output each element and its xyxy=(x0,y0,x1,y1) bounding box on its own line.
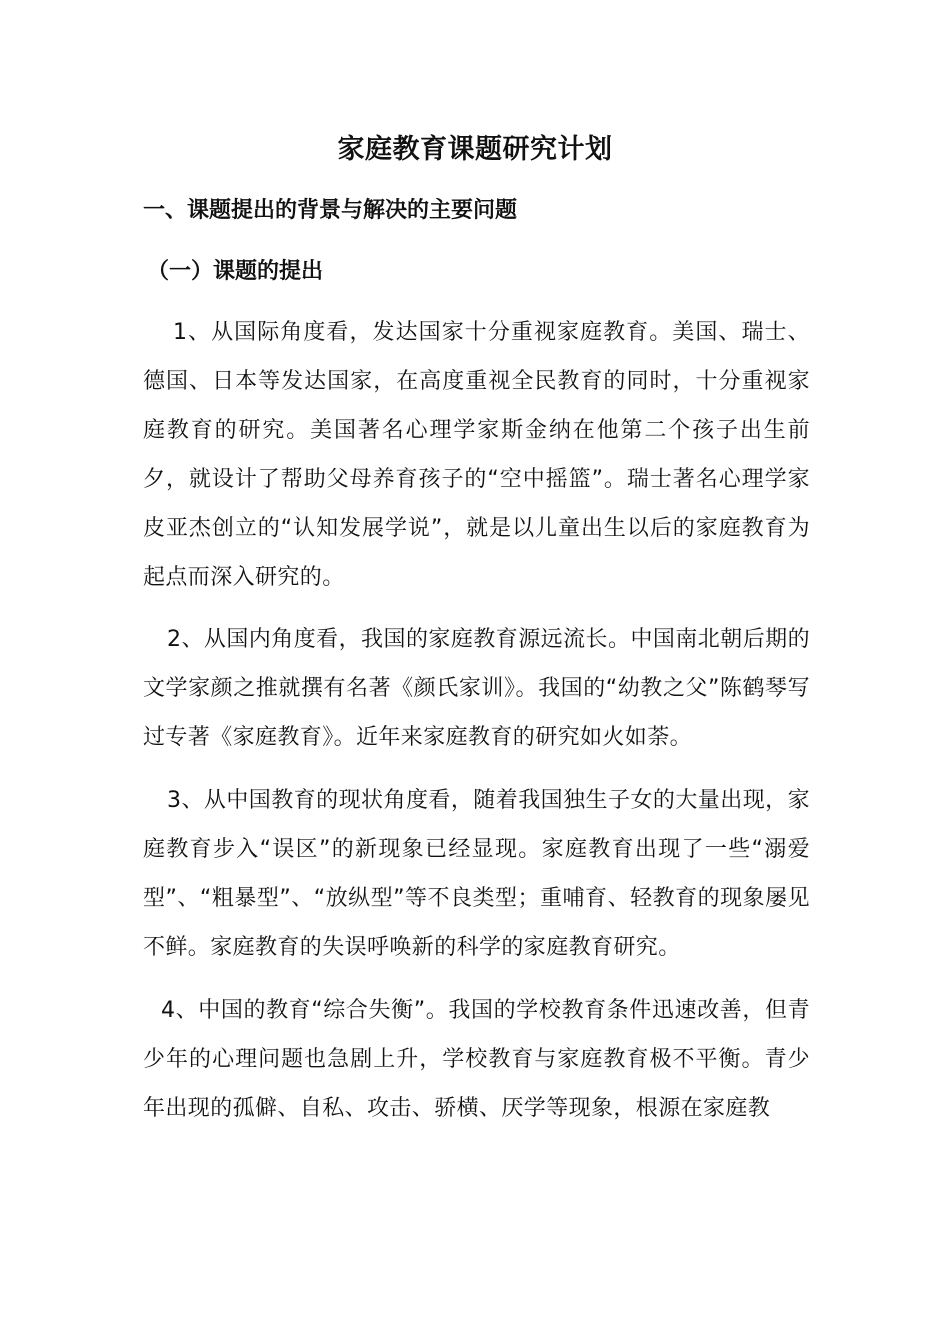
paragraph-4: 4、中国的教育“综合失衡”。我国的学校教育条件迅速改善，但青少年的心理问题也急剧上升，学校教育与家庭教育极不平衡。青少年出现的孤僻、自私、攻击、骄横、厌学等现象，根源在家庭教 xyxy=(143,998,810,1121)
document-title: 家庭教育课题研究计划 xyxy=(337,134,613,165)
section-heading: 一、课题提出的背景与解决的主要问题 xyxy=(143,198,518,223)
paragraph-1: 1、从国际角度看，发达国家十分重视家庭教育。美国、瑞士、德国、日本等发达国家，在高度重视全民教育的同时，十分重视家庭教育的研究。美国著名心理学家斯金纳在他第二个孩子出生前夕，就设计了帮助父母养育孩子的“空中摇篮”。瑞士著名心理学家皮亚杰创立的“认知发展学说”，就是以儿童出生以后的家庭教育为起点而深入研究的。 xyxy=(143,320,810,590)
paragraph-3: 3、从中国教育的现状角度看，随着我国独生子女的大量出现，家庭教育步入“误区”的新现象已经显现。家庭教育出现了一些“溺爱型”、“粗暴型”、“放纵型”等不良类型；重哺育、轻教育的现象屡见不鲜。家庭教育的失误呼唤新的科学的家庭教育研究。 xyxy=(143,788,810,960)
paragraph-2: 2、从国内角度看，我国的家庭教育源远流长。中国南北朝后期的文学家颜之推就撰有名著《颜氏家训》。我国的“幼教之父”陈鹤琴写过专著《家庭教育》。近年来家庭教育的研究如火如荼。 xyxy=(143,627,810,750)
subsection-heading: （一）课题的提出 xyxy=(147,259,324,284)
